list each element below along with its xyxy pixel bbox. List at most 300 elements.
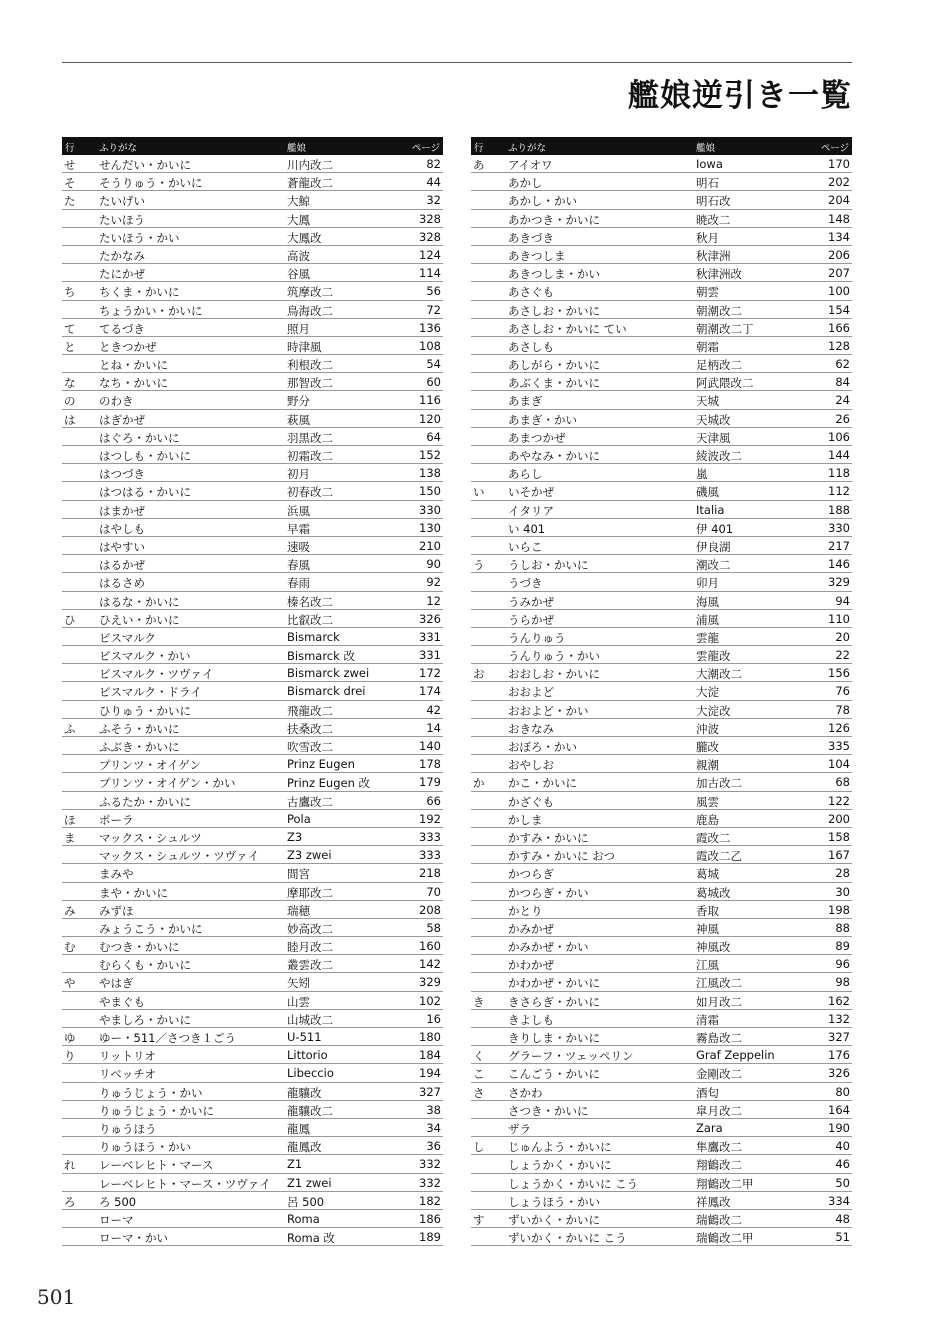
gyo-cell: み <box>64 903 76 918</box>
page-cell: 182 <box>419 1193 441 1208</box>
furigana-cell: きよしも <box>508 1012 554 1027</box>
page-cell: 327 <box>828 1030 850 1044</box>
page-cell: 208 <box>419 902 441 917</box>
kanmusu-cell: 雲龍改 <box>696 649 731 664</box>
header-furigana: ふりがな <box>99 143 138 154</box>
table-row <box>62 592 443 610</box>
page-cell: 204 <box>828 193 850 208</box>
furigana-cell: りゅうほう <box>99 1121 157 1136</box>
page-cell: 148 <box>828 211 850 226</box>
page-cell: 144 <box>828 448 850 462</box>
table-row <box>471 282 852 300</box>
table-row <box>62 391 443 409</box>
kanmusu-cell: 伊良湖 <box>696 539 731 554</box>
page-cell: 160 <box>419 939 441 954</box>
kanmusu-cell: 睦月改二 <box>287 940 333 955</box>
page-cell: 331 <box>419 629 441 644</box>
kanmusu-cell: 天津風 <box>696 430 731 445</box>
furigana-cell: あらし <box>508 467 543 482</box>
furigana-cell: ずいかく・かいに <box>508 1212 600 1227</box>
kanmusu-cell: 酒匂 <box>696 1085 719 1100</box>
furigana-cell: いそかぜ <box>508 485 554 500</box>
furigana-cell: リベッチオ <box>99 1067 157 1082</box>
table-row <box>62 210 443 228</box>
gyo-cell: か <box>473 776 485 791</box>
table-row <box>62 937 443 955</box>
page-cell: 80 <box>835 1084 850 1099</box>
furigana-cell: かこ・かいに <box>508 776 577 791</box>
furigana-cell: ゆー・511／さつき１ごう <box>99 1031 236 1045</box>
kanmusu-cell: Italia <box>696 502 725 517</box>
table-row <box>471 319 852 337</box>
kanmusu-cell: 江風改二 <box>696 976 742 991</box>
page-cell: 150 <box>419 484 441 499</box>
kanmusu-cell: Zara <box>696 1120 723 1135</box>
gyo-cell: ふ <box>64 721 76 736</box>
page-cell: 194 <box>419 1066 441 1081</box>
furigana-cell: はつしも・かいに <box>99 449 191 463</box>
kanmusu-cell: 野分 <box>287 394 310 409</box>
gyo-cell: く <box>473 1049 485 1064</box>
furigana-cell: ポーラ <box>99 812 134 827</box>
furigana-cell: うらかぜ <box>508 612 554 627</box>
kanmusu-cell: 扶桑改二 <box>287 721 333 736</box>
furigana-cell: マックス・シュルツ・ツヴァイ <box>99 849 260 864</box>
table-row <box>62 264 443 282</box>
kanmusu-cell: 嵐 <box>696 467 708 482</box>
page-cell: 167 <box>828 848 850 863</box>
kanmusu-cell: 大鳳改 <box>287 230 322 245</box>
table-row <box>471 482 852 500</box>
table-row <box>62 719 443 737</box>
furigana-cell: かしま <box>508 812 543 827</box>
gyo-cell: や <box>64 976 76 991</box>
table-row <box>62 519 443 537</box>
furigana-cell: そうりゅう・かいに <box>99 176 203 191</box>
table-row <box>471 664 852 682</box>
table-row <box>471 355 852 373</box>
table-row <box>62 610 443 628</box>
table-row <box>62 919 443 937</box>
page-cell: 217 <box>828 538 850 553</box>
kanmusu-cell: 沖波 <box>696 721 719 736</box>
furigana-cell: ずいかく・かいに こう <box>508 1231 627 1246</box>
table-header <box>471 137 852 155</box>
table-row <box>471 391 852 409</box>
gyo-cell: ひ <box>64 612 76 627</box>
gyo-cell: て <box>64 321 76 336</box>
page-cell: 162 <box>828 993 850 1008</box>
furigana-cell: はるな・かいに <box>99 594 180 609</box>
page-cell: 218 <box>419 866 441 881</box>
kanmusu-cell: Z1 zwei <box>287 1175 332 1190</box>
table-row <box>471 973 852 991</box>
gyo-cell: し <box>473 1140 485 1155</box>
furigana-cell: ひりゅう・かいに <box>99 703 191 718</box>
table-row <box>62 792 443 810</box>
table-row <box>62 628 443 646</box>
kanmusu-cell: Iowa <box>696 157 723 171</box>
table-row <box>62 883 443 901</box>
kanmusu-cell: U-511 <box>287 1030 322 1044</box>
page-cell: 66 <box>426 793 441 808</box>
page-cell: 60 <box>426 375 441 390</box>
header-furigana: ふりがな <box>508 143 547 154</box>
table-row <box>471 646 852 664</box>
table-row <box>471 173 852 191</box>
page-cell: 124 <box>419 247 441 262</box>
furigana-cell: プリンツ・オイゲン・かい <box>99 776 236 791</box>
kanmusu-cell: 明石 <box>696 176 719 191</box>
page-cell: 326 <box>828 1066 850 1081</box>
page-cell: 136 <box>419 320 441 335</box>
page-cell: 333 <box>419 848 441 863</box>
furigana-cell: ふぶき・かいに <box>99 740 180 754</box>
page-cell: 28 <box>835 866 850 881</box>
furigana-cell: うんりゅう・かい <box>508 649 600 664</box>
page-cell: 12 <box>426 593 441 608</box>
kanmusu-cell: Roma <box>287 1211 320 1226</box>
table-row <box>62 482 443 500</box>
table-row <box>62 191 443 209</box>
table-row <box>62 901 443 919</box>
kanmusu-cell: Z3 <box>287 829 303 844</box>
table-row <box>62 464 443 482</box>
kanmusu-cell: 霞改二乙 <box>696 849 742 864</box>
furigana-cell: あきつしま <box>508 248 566 263</box>
table-row <box>471 228 852 246</box>
table-row <box>62 755 443 773</box>
table-row <box>471 446 852 464</box>
furigana-cell: おおよど <box>508 685 554 700</box>
page-cell: 198 <box>828 902 850 917</box>
kanmusu-cell: 摩耶改二 <box>287 885 333 900</box>
furigana-cell: かみかぜ <box>508 921 554 936</box>
page-cell: 335 <box>828 739 850 753</box>
furigana-cell: きりしま・かいに <box>508 1031 600 1045</box>
furigana-cell: たいほう・かい <box>99 230 180 245</box>
table-row <box>471 1228 852 1246</box>
table-row <box>471 1064 852 1082</box>
furigana-cell: なち・かいに <box>99 376 168 391</box>
furigana-cell: かわかぜ <box>508 958 554 973</box>
table-row <box>471 1137 852 1155</box>
page-cell: 334 <box>828 1193 850 1208</box>
header-kanmusu: 艦娘 <box>696 143 716 154</box>
kanmusu-cell: 加古改二 <box>696 776 742 791</box>
kanmusu-cell: 朝潮改二 <box>696 303 742 318</box>
furigana-cell: ろ 500 <box>99 1194 137 1209</box>
kanmusu-cell: 朝雲 <box>696 285 719 300</box>
furigana-cell: あきづき <box>508 230 554 245</box>
table-row <box>471 464 852 482</box>
page-cell: 184 <box>419 1048 441 1063</box>
furigana-cell: あしがら・かいに <box>508 358 600 373</box>
furigana-cell: あさしも <box>508 339 554 354</box>
furigana-cell: しょうかく・かいに こう <box>508 1176 639 1191</box>
table-row <box>471 792 852 810</box>
table-row <box>471 719 852 737</box>
furigana-cell: かつらぎ・かい <box>508 885 589 900</box>
table-row <box>471 883 852 901</box>
table-row <box>471 1192 852 1210</box>
kanmusu-cell: 谷風 <box>287 267 310 282</box>
furigana-cell: グラーフ・ツェッペリン <box>508 1049 634 1064</box>
page-cell: 106 <box>828 429 850 444</box>
table-row <box>62 446 443 464</box>
page-cell: 174 <box>419 684 441 699</box>
page-cell: 98 <box>835 975 850 990</box>
furigana-cell: プリンツ・オイゲン <box>99 758 202 773</box>
table-row <box>62 537 443 555</box>
furigana-cell: あかつき・かいに <box>508 212 600 227</box>
furigana-cell: ふるたか・かいに <box>99 794 191 809</box>
page-cell: 180 <box>419 1030 441 1044</box>
page-cell: 330 <box>828 520 850 535</box>
table-row <box>471 737 852 755</box>
table-row <box>471 1028 852 1046</box>
furigana-cell: さかわ <box>508 1085 543 1100</box>
furigana-cell: マックス・シュルツ <box>99 830 202 845</box>
kanmusu-cell: 香取 <box>696 903 719 918</box>
page-cell: 30 <box>835 884 850 899</box>
page-cell: 332 <box>419 1175 441 1190</box>
furigana-cell: かとり <box>508 903 543 918</box>
furigana-cell: うしお・かいに <box>508 558 589 573</box>
gyo-cell: ち <box>64 285 76 300</box>
table-row <box>62 864 443 882</box>
furigana-cell: おおしお・かいに <box>508 667 600 682</box>
gyo-cell: ま <box>64 830 76 845</box>
table-row <box>471 937 852 955</box>
table-header <box>62 137 443 155</box>
furigana-cell: ビスマルク・ツヴァイ <box>99 667 214 682</box>
page-cell: 114 <box>419 266 441 281</box>
page-cell: 34 <box>426 1120 441 1135</box>
furigana-cell: い 401 <box>508 521 546 536</box>
left-index-table <box>62 137 443 1246</box>
page-cell: 51 <box>835 1230 850 1245</box>
kanmusu-cell: 高波 <box>287 248 310 263</box>
furigana-cell: いらこ <box>508 539 543 554</box>
table-row <box>471 955 852 973</box>
furigana-cell: おおよど・かい <box>508 703 589 718</box>
gyo-cell: は <box>64 412 76 427</box>
page-cell: 188 <box>828 502 850 517</box>
page-cell: 120 <box>419 411 441 426</box>
furigana-cell: せんだい・かいに <box>99 158 191 172</box>
furigana-cell: ときつかぜ <box>99 339 157 354</box>
kanmusu-cell: 瑞穂 <box>287 903 310 918</box>
gyo-cell: す <box>473 1212 485 1227</box>
furigana-cell: あまぎ・かい <box>508 412 577 427</box>
page-cell: 72 <box>426 302 441 317</box>
table-row <box>471 773 852 791</box>
kanmusu-cell: Bismarck 改 <box>287 649 355 664</box>
kanmusu-cell: 鹿島 <box>696 812 719 827</box>
page-cell: 327 <box>419 1084 441 1099</box>
table-row <box>62 1101 443 1119</box>
table-row <box>62 555 443 573</box>
page-cell: 329 <box>419 975 441 990</box>
header-page: ページ <box>411 143 440 154</box>
furigana-cell: ふそう・かいに <box>99 721 180 736</box>
page-cell: 78 <box>835 702 850 717</box>
page-cell: 331 <box>419 648 441 663</box>
kanmusu-cell: 蒼龍改二 <box>287 176 333 191</box>
furigana-cell: ビスマルク <box>99 630 157 645</box>
page-cell: 44 <box>426 175 441 190</box>
table-row <box>471 301 852 319</box>
furigana-cell: まや・かいに <box>99 885 168 900</box>
page-cell: 89 <box>835 939 850 954</box>
page-cell: 142 <box>419 957 441 972</box>
furigana-cell: ザラ <box>508 1121 531 1136</box>
furigana-cell: うみかぜ <box>508 594 554 609</box>
table-row <box>62 973 443 991</box>
page-cell: 333 <box>419 829 441 844</box>
table-row <box>471 828 852 846</box>
furigana-cell: はつはる・かいに <box>99 485 191 500</box>
kanmusu-cell: 清霜 <box>696 1012 719 1027</box>
table-row <box>62 301 443 319</box>
page-cell: 206 <box>828 247 850 262</box>
furigana-cell: かみかぜ・かい <box>508 940 589 955</box>
table-row <box>62 428 443 446</box>
kanmusu-cell: 初霜改二 <box>287 449 333 463</box>
page-cell: 328 <box>419 229 441 244</box>
furigana-cell: あぶくま・かいに <box>508 376 600 391</box>
page-cell: 190 <box>828 1120 850 1135</box>
furigana-cell: りゅうじょう・かいに <box>99 1103 214 1118</box>
table-row <box>62 1174 443 1192</box>
page-cell: 82 <box>426 157 441 171</box>
kanmusu-cell: 神風改 <box>696 940 731 955</box>
furigana-cell: きさらぎ・かいに <box>508 994 600 1009</box>
kanmusu-cell: 霧島改二 <box>696 1031 742 1045</box>
gyo-cell: と <box>64 339 76 354</box>
kanmusu-cell: 秋月 <box>696 230 719 245</box>
kanmusu-cell: 初月 <box>287 467 310 482</box>
kanmusu-cell: 羽黒改二 <box>287 430 333 445</box>
gyo-cell: ろ <box>64 1194 76 1209</box>
kanmusu-cell: Roma 改 <box>287 1231 335 1246</box>
page-cell: 22 <box>835 648 850 663</box>
kanmusu-cell: Libeccio <box>287 1066 334 1081</box>
page-cell: 54 <box>426 357 441 372</box>
table-row <box>471 810 852 828</box>
gyo-cell: な <box>64 376 76 391</box>
kanmusu-cell: Littorio <box>287 1048 328 1063</box>
kanmusu-cell: Bismarck drei <box>287 684 366 699</box>
table-row <box>471 610 852 628</box>
furigana-cell: おやしお <box>508 758 554 773</box>
furigana-cell: りゅうじょう・かい <box>99 1085 203 1100</box>
page-cell: 116 <box>419 393 441 408</box>
page-cell: 14 <box>426 720 441 735</box>
table-row <box>62 337 443 355</box>
furigana-cell: イタリア <box>508 503 554 518</box>
table-row <box>62 228 443 246</box>
furigana-cell: あきつしま・かい <box>508 267 600 282</box>
header-page: ページ <box>820 143 849 154</box>
gyo-cell: れ <box>64 1158 76 1173</box>
furigana-cell: あかし <box>508 176 543 191</box>
furigana-cell: やはぎ <box>99 976 134 991</box>
kanmusu-cell: 如月改二 <box>696 994 742 1009</box>
table-row <box>62 1192 443 1210</box>
furigana-cell: りゅうほう・かい <box>99 1140 191 1155</box>
table-row <box>62 319 443 337</box>
table-row <box>471 337 852 355</box>
furigana-cell: じゅんよう・かいに <box>508 1140 612 1155</box>
page-cell: 76 <box>835 684 850 699</box>
furigana-cell: はるさめ <box>99 576 145 591</box>
kanmusu-cell: 天城 <box>696 394 719 409</box>
page-cell: 92 <box>426 575 441 590</box>
table-row <box>62 992 443 1010</box>
kanmusu-cell: 金剛改二 <box>696 1067 742 1082</box>
page-cell: 62 <box>835 357 850 372</box>
furigana-cell: はまかぜ <box>99 503 145 518</box>
kanmusu-cell: 親潮 <box>696 758 719 773</box>
page-cell: 164 <box>828 1102 850 1117</box>
kanmusu-cell: 潮改二 <box>696 558 731 573</box>
kanmusu-cell: 吹雪改二 <box>287 740 333 754</box>
page-cell: 70 <box>426 884 441 899</box>
furigana-cell: かざぐも <box>508 794 554 809</box>
table-row <box>62 1028 443 1046</box>
furigana-cell: あかし・かい <box>508 194 577 209</box>
page-cell: 170 <box>828 157 850 171</box>
furigana-cell: てるづき <box>99 321 145 336</box>
kanmusu-cell: 隼鷹改二 <box>696 1140 742 1155</box>
table-row <box>62 282 443 300</box>
furigana-cell: さつき・かいに <box>508 1103 589 1118</box>
table-row <box>62 373 443 391</box>
furigana-cell: たいげい <box>99 194 145 209</box>
page-cell: 329 <box>828 575 850 590</box>
page-cell: 128 <box>828 338 850 353</box>
furigana-cell: レーベレヒト・マース・ツヴァイ <box>99 1176 271 1191</box>
page-cell: 94 <box>835 593 850 608</box>
kanmusu-cell: Pola <box>287 811 311 826</box>
table-row <box>62 682 443 700</box>
page-cell: 192 <box>419 811 441 826</box>
table-row <box>471 1046 852 1064</box>
kanmusu-cell: 大淀改 <box>696 703 731 718</box>
furigana-cell: はぎかぜ <box>99 412 145 427</box>
table-row <box>62 1228 443 1246</box>
table-row <box>471 210 852 228</box>
page-cell: 200 <box>828 811 850 826</box>
kanmusu-cell: Prinz Eugen <box>287 757 355 772</box>
table-row <box>471 1010 852 1028</box>
gyo-cell: う <box>473 558 485 573</box>
table-row <box>62 501 443 519</box>
gyo-cell: の <box>64 394 76 409</box>
page-number: 501 <box>37 1285 76 1309</box>
kanmusu-cell: 伊 401 <box>696 521 734 536</box>
kanmusu-cell: 祥鳳改 <box>696 1194 731 1209</box>
furigana-cell: むらくも・かいに <box>99 958 191 973</box>
table-row <box>62 1046 443 1064</box>
page-cell: 330 <box>419 502 441 517</box>
kanmusu-cell: 秋津洲改 <box>696 267 742 282</box>
kanmusu-cell: 朧改 <box>696 740 719 754</box>
kanmusu-cell: 矢矧 <box>287 976 310 991</box>
kanmusu-cell: 龍驤改二 <box>287 1103 333 1118</box>
